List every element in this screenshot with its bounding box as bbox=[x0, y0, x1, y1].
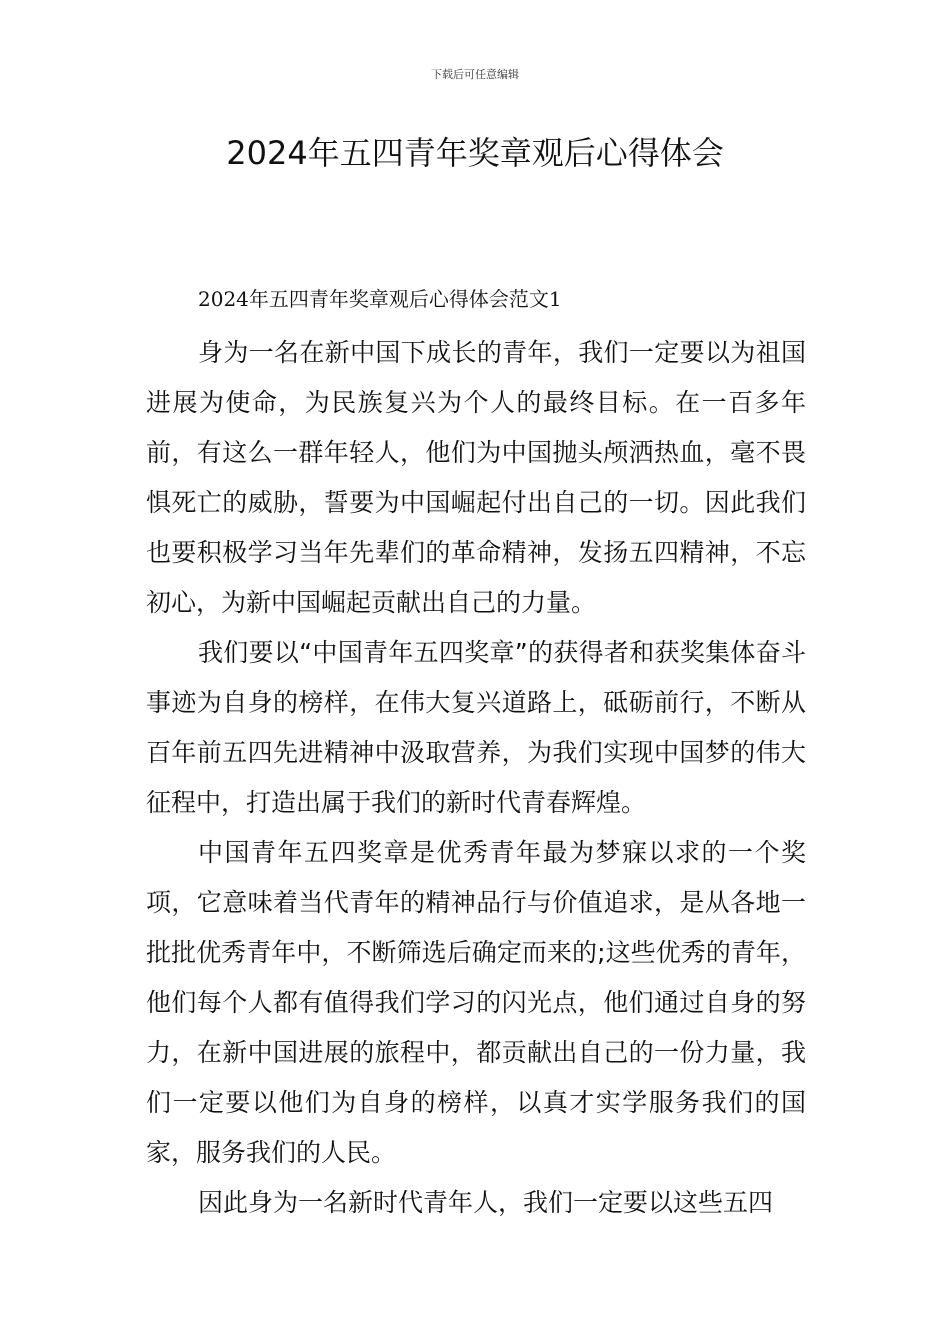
paragraph: 身为一名在新中国下成长的青年，我们一定要以为祖国进展为使命，为民族复兴为个人的最终目标。在一百多年前，有这么一群年轻人，他们为中国抛头颅洒热血，毫不畏惧死亡的威胁，誓要为中国崛起付出自己的一切。因此我们也要积极学习当年先辈们的革命精神，发扬五四精神，不忘初心，为新中国崛起贡献出自己的力量。 bbox=[146, 338, 806, 617]
document-subtitle: 2024年五四青年奖章观后心得体会范文1 bbox=[198, 287, 562, 311]
paragraph: 我们要以“中国青年五四奖章”的获得者和获奖集体奋斗事迹为自身的榜样，在伟大复兴道路上，砥砺前行，不断从百年前五四先进精神中汲取营养，为我们实现中国梦的伟大征程中，打造出属于我们的新时代青春辉煌。 bbox=[146, 638, 806, 817]
header-note: 下载后可任意编辑 bbox=[431, 68, 519, 81]
document-title: 2024年五四青年奖章观后心得体会 bbox=[226, 134, 724, 172]
document-body bbox=[146, 285, 806, 1228]
paragraph: 因此身为一名新时代青年人，我们一定要以这些五四 bbox=[198, 1188, 774, 1217]
paragraph: 中国青年五四奖章是优秀青年最为梦寐以求的一个奖项，它意味着当代青年的精神品行与价值追求，是从各地一批批优秀青年中，不断筛选后确定而来的;这些优秀的青年，他们每个人都有值得我们学习的闪光点，他们通过自身的努力，在新中国进展的旅程中，都贡献出自己的一份力量，我们一定要以他们为自身的榜样，以真才实学服务我们的国家，服务我们的人民。 bbox=[146, 838, 806, 1167]
